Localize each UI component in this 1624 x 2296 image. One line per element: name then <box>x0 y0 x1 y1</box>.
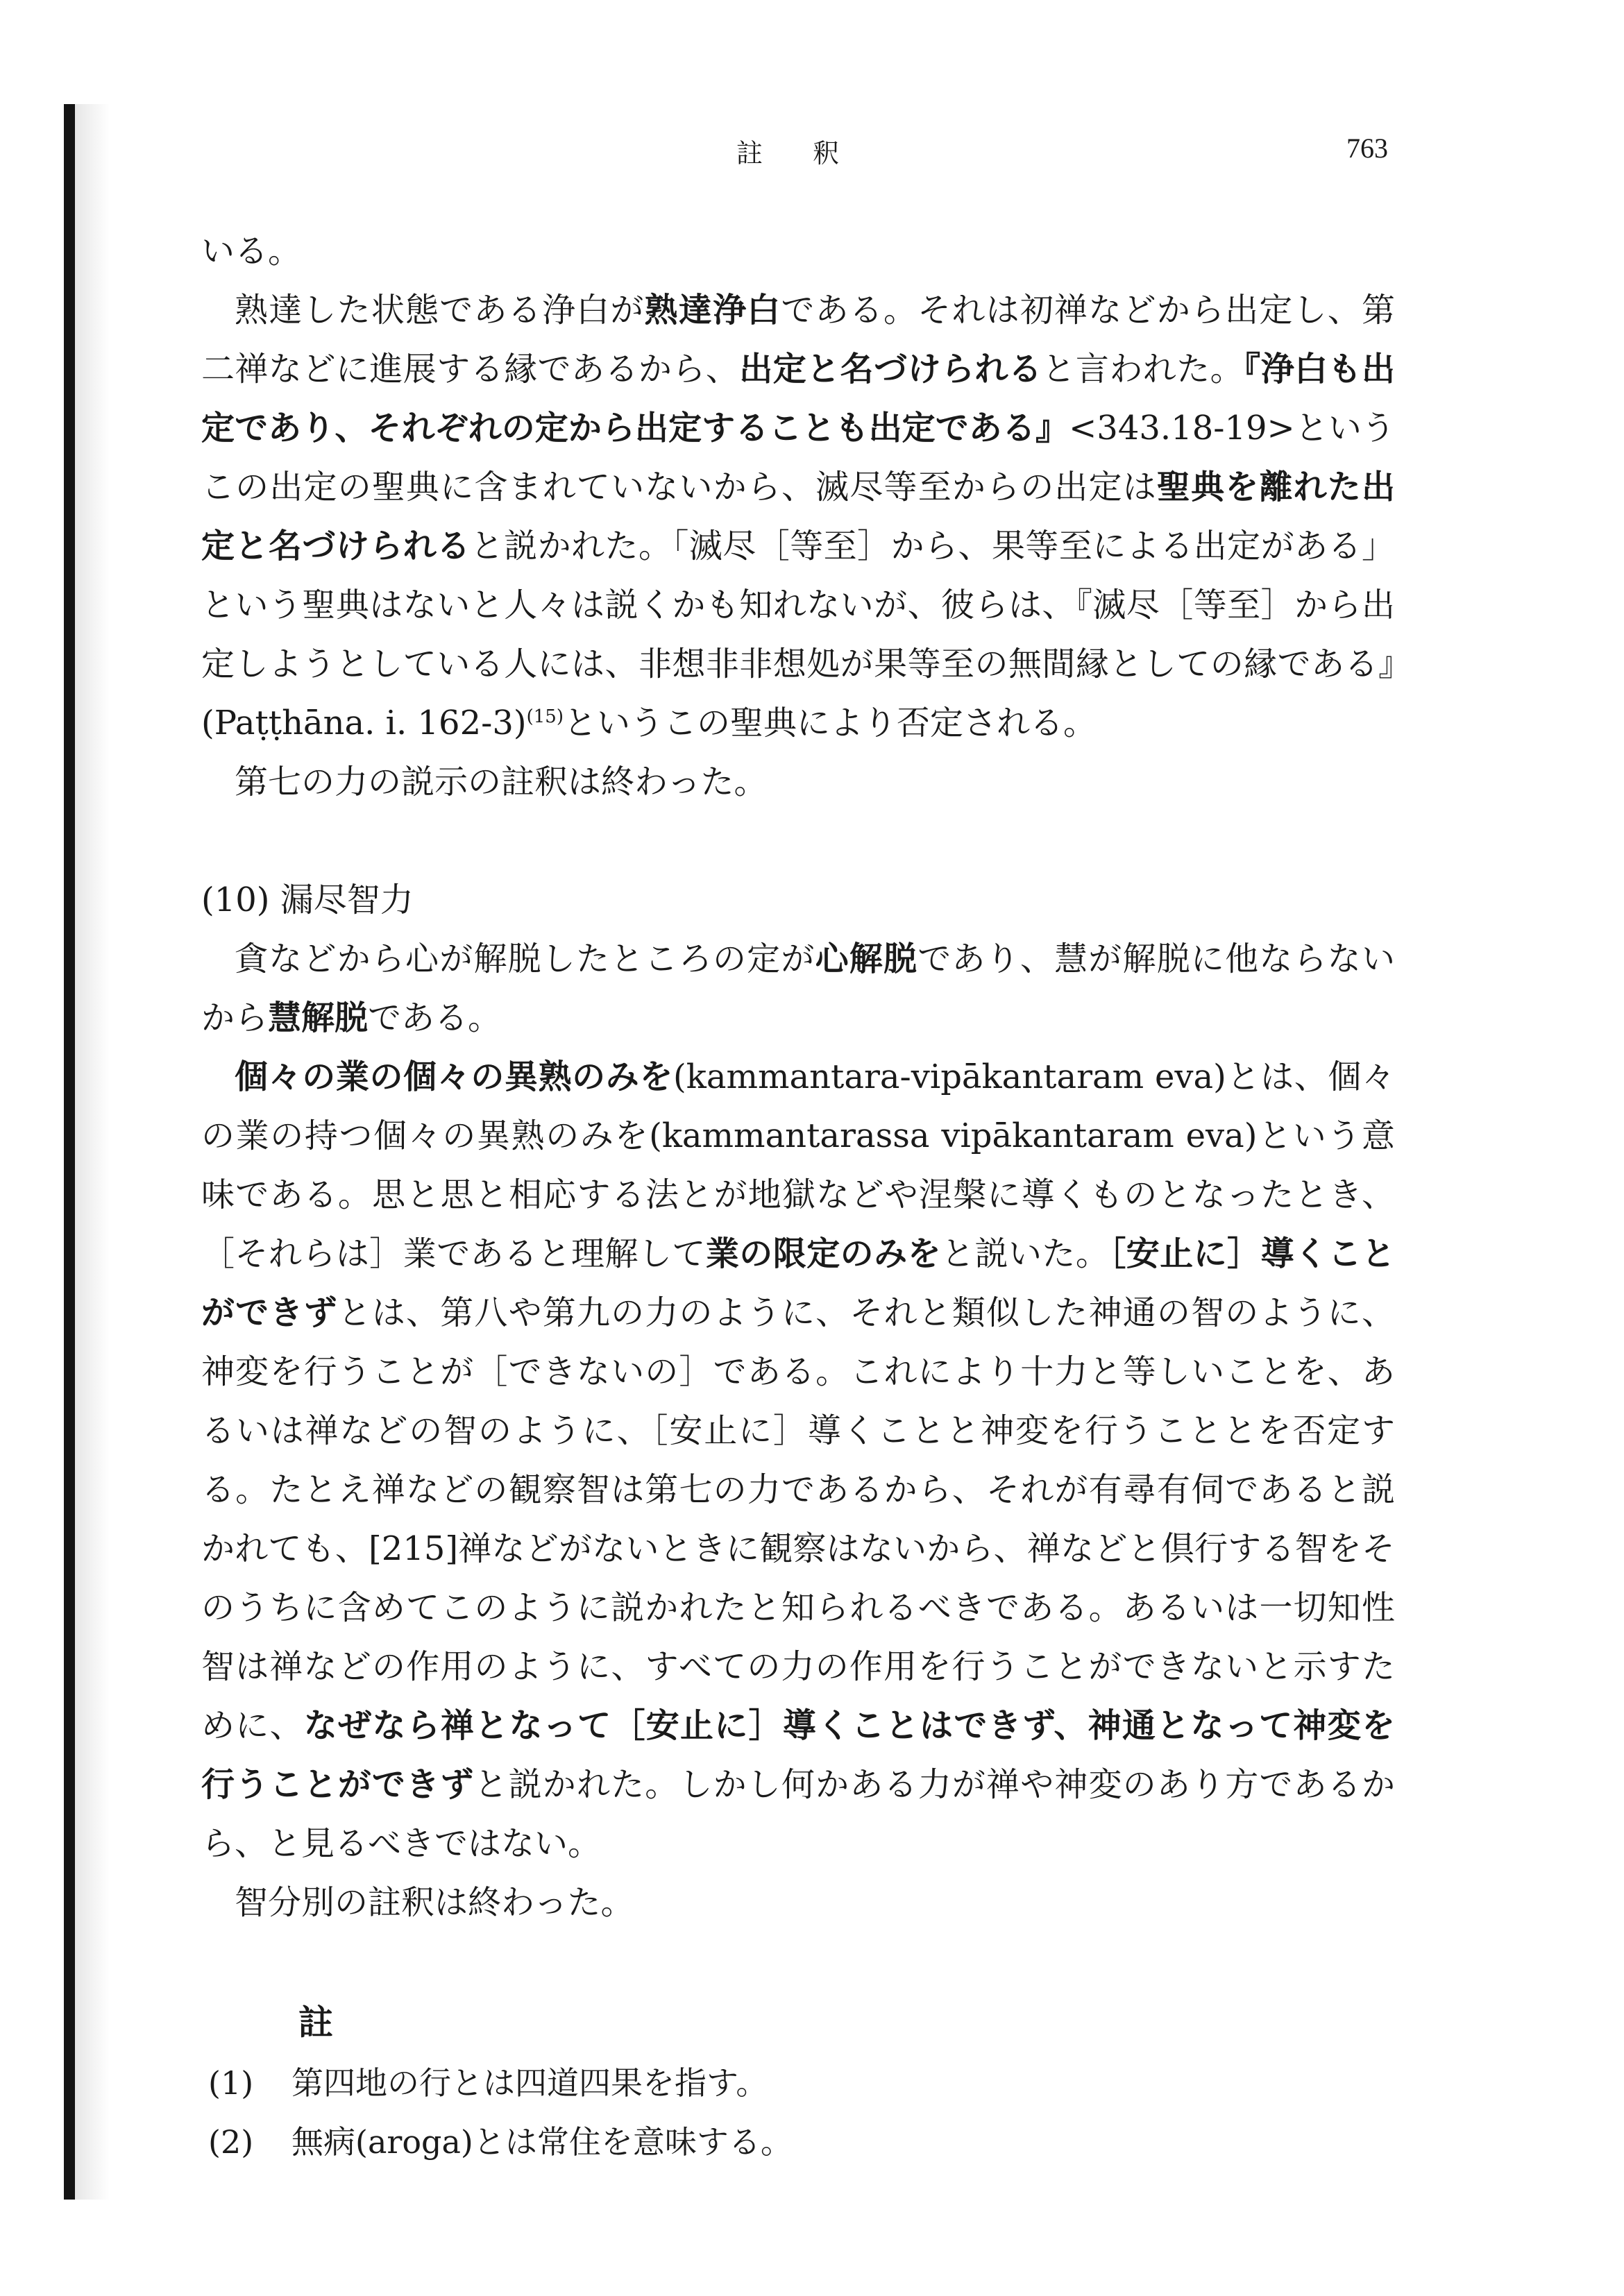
page-number: 763 <box>1346 133 1388 164</box>
text-run: というこの聖典により否定される。 <box>563 704 1097 742</box>
bold-term: ［安止に］導くことができず <box>201 1234 1395 1332</box>
section-gap <box>201 812 1395 871</box>
text-run: (kammantara-vipākantaram eva)とは、個々の業の持つ個々の異熟のみを(kammantarassa vipākantaram eva)という意味である。思と思と相応する法とが地獄などや涅槃に導くものとなったとき、［それらは］業であると理解して <box>201 1057 1395 1273</box>
bold-term: 慧解脱 <box>268 998 369 1037</box>
paragraph-5 <box>201 1048 1395 1873</box>
text-run: と説いた。 <box>941 1234 1110 1273</box>
text-run: と説かれた。「滅尽［等至］から、果等至による出定がある」という聖典はないと人々は説くかも知れないが、彼らは、『滅尽［等至］から出定しようとしている人には、非想非非想処が果等至の無間縁としての縁である』(Paṭṭhāna. i. 162-3) <box>201 527 1395 742</box>
text-run: とは、第八や第九の力のように、それと類似した神通の智のように、神変を行うことが［できないの］である。これにより十力と等しいことを、あるいは禅などの智のように、［安止に］導くことと神変を行うこととを否定する。たとえ禅などの観察智は第七の力であるから、それが有尋有伺であると説かれても、[215]禅などがないときに観察はないから、禅などと倶行する智をそのうちに含めてこのように説かれたと知られるべきである。あるいは一切知性智は禅などの作用のように、すべての力の作用を行うことができないと示すために、 <box>201 1293 1395 1745</box>
notes-gap <box>201 1932 1395 1991</box>
note-text: 第四地の行とは四道四果を指す。 <box>291 2064 768 2102</box>
bold-term: 出定と名づけられる <box>739 350 1042 389</box>
text-run: と言われた。 <box>1042 350 1244 389</box>
bold-term: 熟達浄白 <box>644 291 781 330</box>
note-number: (2) <box>208 2123 254 2161</box>
text-run: 貪などから心が解脱したところの定が <box>235 939 815 978</box>
paragraph-6 <box>201 1873 1395 1932</box>
text-run: である。 <box>368 998 502 1037</box>
note-number: (1) <box>208 2064 254 2102</box>
paragraph-2 <box>201 281 1395 753</box>
paragraph-4 <box>201 930 1395 1048</box>
note-text: 無病(aroga)とは常住を意味する。 <box>291 2123 793 2161</box>
paragraph-3 <box>201 753 1395 812</box>
bold-quote: 『浄白も出定であり、それぞれの定から出定することも出定である』 <box>201 350 1395 448</box>
text-run: と説かれた。しかし何かある力が禅や神変のあり方であるから、と見るべきではない。 <box>201 1765 1395 1863</box>
note-item <box>201 2054 1395 2113</box>
body-text <box>201 222 1395 2172</box>
text-run: である。それは初禅などから出定し、第二禅などに進展する縁であるから、 <box>201 291 1395 389</box>
paragraph-text: 第七の力の説示の註釈は終わった。 <box>235 763 768 801</box>
binding-edge <box>64 104 75 2200</box>
bold-term: 心解脱 <box>815 939 918 978</box>
section-title: (10) 漏尽智力 <box>201 881 414 919</box>
notes-title: 註 <box>298 2002 333 2043</box>
bold-term: 聖典を離れた出定と名づけられる <box>201 468 1395 566</box>
text-run: <343.18-19>というこの出定の聖典に含まれていないから、滅尽等至からの出定は <box>201 409 1395 507</box>
bold-term: なぜなら禅となって［安止に］導くことはできず、神通となって神変を行うことができず <box>201 1706 1395 1804</box>
text-run: 熟達した状態である浄白が <box>235 291 645 330</box>
note-item <box>201 2113 1395 2172</box>
paragraph-1 <box>201 222 1395 281</box>
paragraph-text: いる。 <box>201 232 302 271</box>
running-title: 註 釈 <box>736 138 861 169</box>
paragraph-text: 智分別の註釈は終わった。 <box>235 1883 634 1922</box>
bold-term: 個々の業の個々の異熟のみを <box>235 1057 674 1096</box>
page-header <box>201 132 1395 173</box>
bold-term: 業の限定のみを <box>705 1234 942 1273</box>
footnote-ref: (15) <box>526 706 564 727</box>
binding-shadow <box>75 104 110 2200</box>
text-run: であり、慧が解脱に他ならないから <box>201 939 1395 1037</box>
